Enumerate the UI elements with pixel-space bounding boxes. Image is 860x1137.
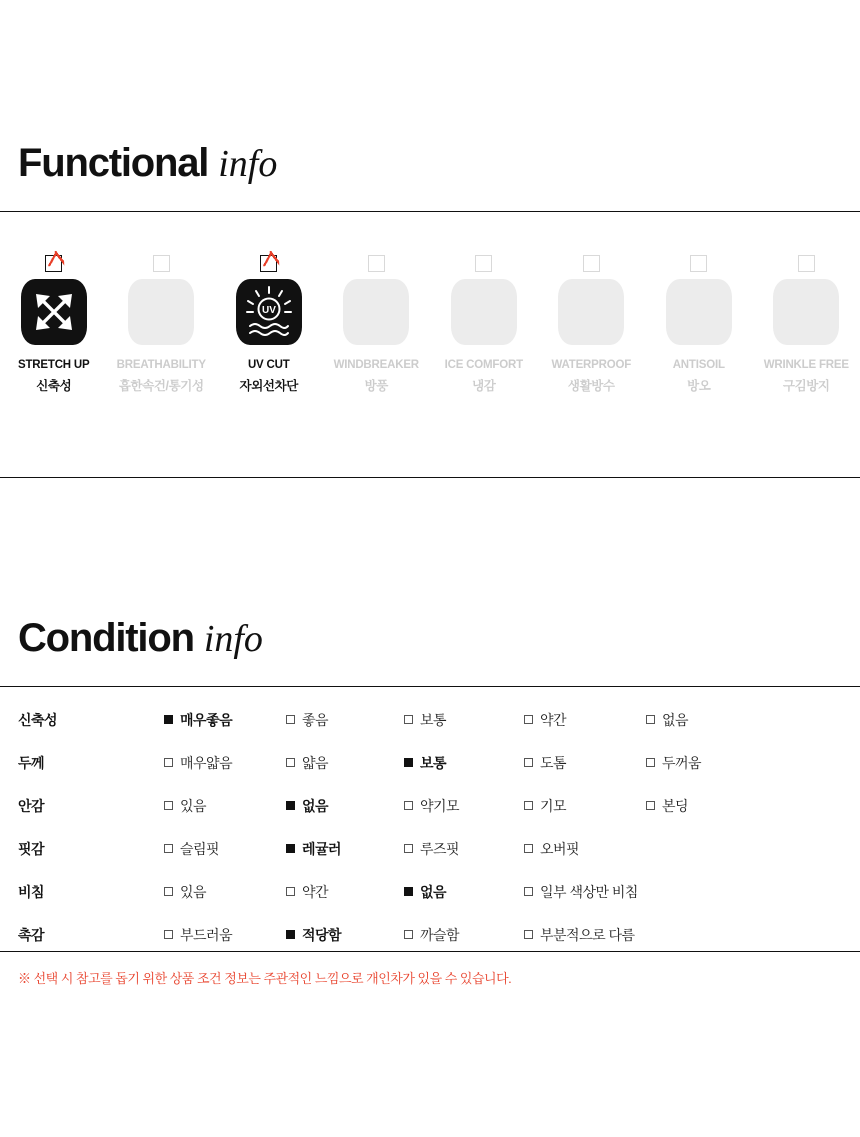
functional-title-bold: Functional bbox=[18, 141, 209, 185]
condition-option-label: 있음 bbox=[180, 883, 207, 900]
functional-label-ko: 자외선차단 bbox=[239, 379, 298, 393]
condition-option[interactable] bbox=[164, 796, 286, 816]
condition-row-transparency bbox=[0, 870, 860, 913]
condition-option-label: 도톰 bbox=[540, 754, 567, 771]
radio-unselected-icon bbox=[286, 758, 295, 767]
condition-option[interactable] bbox=[286, 710, 404, 730]
radio-selected-icon bbox=[404, 758, 413, 767]
radio-unselected-icon bbox=[524, 844, 533, 853]
condition-section-title bbox=[18, 618, 263, 658]
radio-unselected-icon bbox=[164, 887, 173, 896]
radio-unselected-icon bbox=[404, 930, 413, 939]
condition-option-label: 부드러움 bbox=[180, 926, 233, 943]
condition-option-label: 루즈핏 bbox=[420, 840, 460, 857]
radio-unselected-icon bbox=[524, 887, 533, 896]
radio-unselected-icon bbox=[164, 758, 173, 767]
condition-option-label: 매우얇음 bbox=[180, 754, 233, 771]
checkbox-unchecked-icon[interactable] bbox=[475, 255, 492, 272]
functional-item-windbreaker[interactable] bbox=[323, 255, 431, 394]
functional-label-ko: 방오 bbox=[687, 379, 711, 393]
condition-option[interactable] bbox=[404, 753, 524, 773]
checkbox-unchecked-icon[interactable] bbox=[153, 255, 170, 272]
condition-row-thickness bbox=[0, 741, 860, 784]
functional-icon-row bbox=[0, 255, 860, 394]
condition-table bbox=[0, 698, 860, 956]
condition-option[interactable] bbox=[524, 882, 646, 902]
condition-option-label: 본딩 bbox=[662, 797, 689, 814]
condition-option-label: 보통 bbox=[420, 754, 447, 771]
condition-option[interactable] bbox=[404, 839, 524, 859]
functional-item-antisoil[interactable] bbox=[645, 255, 753, 394]
condition-option-label: 약간 bbox=[302, 883, 329, 900]
condition-option-label: 없음 bbox=[662, 711, 689, 728]
functional-label-ko: 구김방지 bbox=[782, 379, 830, 393]
functional-label-en: ICE COMFORT bbox=[444, 359, 523, 371]
condition-title-script: info bbox=[203, 618, 263, 660]
condition-option-label: 보통 bbox=[420, 711, 447, 728]
condition-option[interactable] bbox=[646, 796, 776, 816]
checkbox-checked-icon[interactable] bbox=[260, 255, 277, 272]
checkbox-unchecked-icon[interactable] bbox=[798, 255, 815, 272]
antisoil-icon bbox=[666, 279, 732, 345]
functional-label-ko: 흡한속건/통기성 bbox=[118, 379, 204, 393]
functional-label-en: STRETCH UP bbox=[18, 359, 90, 371]
radio-unselected-icon bbox=[524, 758, 533, 767]
condition-option[interactable] bbox=[286, 753, 404, 773]
condition-option-label: 약간 bbox=[540, 711, 567, 728]
stretch-arrows-icon bbox=[21, 279, 87, 345]
radio-unselected-icon bbox=[646, 758, 655, 767]
radio-unselected-icon bbox=[164, 930, 173, 939]
condition-option[interactable] bbox=[404, 710, 524, 730]
condition-option[interactable] bbox=[524, 710, 646, 730]
svg-text:UV: UV bbox=[261, 305, 276, 316]
condition-row-label: 신축성 bbox=[18, 711, 58, 728]
condition-option[interactable] bbox=[646, 710, 776, 730]
checkbox-unchecked-icon[interactable] bbox=[583, 255, 600, 272]
condition-option-label: 있음 bbox=[180, 797, 207, 814]
condition-option-label: 까슬함 bbox=[420, 926, 460, 943]
breathability-icon bbox=[128, 279, 194, 345]
condition-row-label: 촉감 bbox=[18, 926, 45, 943]
functional-item-stretch-up[interactable] bbox=[0, 255, 108, 394]
radio-selected-icon bbox=[286, 930, 295, 939]
condition-row-label: 두께 bbox=[18, 754, 45, 771]
functional-label-ko: 방풍 bbox=[364, 379, 388, 393]
condition-option-label: 두꺼움 bbox=[662, 754, 702, 771]
checkbox-unchecked-icon[interactable] bbox=[690, 255, 707, 272]
functional-label-en: BREATHABILITY bbox=[116, 359, 206, 371]
radio-selected-icon bbox=[286, 844, 295, 853]
radio-unselected-icon bbox=[646, 801, 655, 810]
condition-option-label: 일부 색상만 비침 bbox=[540, 883, 638, 900]
radio-unselected-icon bbox=[164, 844, 173, 853]
condition-option[interactable] bbox=[524, 796, 646, 816]
radio-selected-icon bbox=[164, 715, 173, 724]
divider-functional-bottom bbox=[0, 477, 860, 478]
radio-selected-icon bbox=[286, 801, 295, 810]
functional-item-waterproof[interactable] bbox=[538, 255, 646, 394]
condition-option-label: 약기모 bbox=[420, 797, 460, 814]
waterdrop-icon bbox=[558, 279, 624, 345]
radio-unselected-icon bbox=[524, 715, 533, 724]
functional-section-title bbox=[18, 143, 277, 183]
radio-unselected-icon bbox=[646, 715, 655, 724]
divider-condition-top bbox=[0, 686, 860, 687]
condition-title-bold: Condition bbox=[18, 616, 194, 660]
condition-option[interactable] bbox=[164, 839, 286, 859]
condition-option-label: 기모 bbox=[540, 797, 567, 814]
condition-option[interactable] bbox=[286, 925, 404, 945]
condition-row-texture bbox=[0, 913, 860, 956]
condition-option[interactable] bbox=[164, 753, 286, 773]
functional-label-ko: 신축성 bbox=[36, 379, 72, 393]
condition-option[interactable] bbox=[524, 753, 646, 773]
condition-option-label: 적당함 bbox=[302, 926, 342, 943]
condition-option-label: 오버핏 bbox=[540, 840, 580, 857]
radio-unselected-icon bbox=[404, 801, 413, 810]
radio-unselected-icon bbox=[404, 715, 413, 724]
uv-sun-icon bbox=[236, 279, 302, 345]
radio-unselected-icon bbox=[286, 715, 295, 724]
radio-unselected-icon bbox=[164, 801, 173, 810]
functional-item-wrinkle-free[interactable] bbox=[753, 255, 860, 394]
condition-row-label: 안감 bbox=[18, 797, 45, 814]
condition-option[interactable] bbox=[404, 796, 524, 816]
radio-selected-icon bbox=[404, 887, 413, 896]
functional-label-en: ANTISOIL bbox=[672, 359, 725, 371]
condition-option[interactable] bbox=[286, 839, 404, 859]
condition-option[interactable] bbox=[164, 925, 286, 945]
condition-option-label: 얇음 bbox=[302, 754, 329, 771]
functional-item-ice-comfort[interactable] bbox=[430, 255, 538, 394]
functional-label-en: WRINKLE FREE bbox=[763, 359, 849, 371]
condition-note: ※ 선택 시 참고를 돕기 위한 상품 조건 정보는 주관적인 느낌으로 개인차가 있을 수 있습니다. bbox=[18, 971, 512, 986]
radio-unselected-icon bbox=[524, 930, 533, 939]
condition-option-label: 슬림핏 bbox=[180, 840, 220, 857]
functional-label-en: WATERPROOF bbox=[551, 359, 632, 371]
condition-option[interactable] bbox=[524, 839, 646, 859]
functional-item-uv-cut[interactable] bbox=[215, 255, 323, 394]
condition-option[interactable] bbox=[164, 882, 286, 902]
condition-row-label: 핏감 bbox=[18, 840, 45, 857]
radio-unselected-icon bbox=[286, 887, 295, 896]
condition-option[interactable] bbox=[164, 710, 286, 730]
condition-option-label: 레귤러 bbox=[302, 840, 342, 857]
condition-option[interactable] bbox=[404, 925, 524, 945]
condition-option[interactable] bbox=[286, 796, 404, 816]
condition-option[interactable] bbox=[524, 925, 646, 945]
condition-option-label: 부분적으로 다름 bbox=[540, 926, 635, 943]
condition-option-label: 없음 bbox=[302, 797, 329, 814]
condition-option[interactable] bbox=[286, 882, 404, 902]
radio-unselected-icon bbox=[404, 844, 413, 853]
functional-label-ko: 냉감 bbox=[472, 379, 496, 393]
checkbox-checked-icon[interactable] bbox=[45, 255, 62, 272]
condition-row-label: 비침 bbox=[18, 883, 45, 900]
functional-label-en: WINDBREAKER bbox=[333, 359, 419, 371]
ice-icon bbox=[451, 279, 517, 345]
condition-option[interactable] bbox=[404, 882, 524, 902]
condition-option-label: 매우좋음 bbox=[180, 711, 233, 728]
condition-row-lining bbox=[0, 784, 860, 827]
checkbox-unchecked-icon[interactable] bbox=[368, 255, 385, 272]
condition-option[interactable] bbox=[646, 753, 776, 773]
wrinkle-free-icon bbox=[773, 279, 839, 345]
divider-functional-top bbox=[0, 211, 860, 212]
wind-icon bbox=[343, 279, 409, 345]
condition-row-stretch bbox=[0, 698, 860, 741]
functional-item-breathability[interactable] bbox=[108, 255, 216, 394]
functional-label-ko: 생활방수 bbox=[567, 379, 615, 393]
condition-option-label: 없음 bbox=[420, 883, 447, 900]
functional-label-en: UV CUT bbox=[247, 359, 290, 371]
condition-row-fit bbox=[0, 827, 860, 870]
radio-unselected-icon bbox=[524, 801, 533, 810]
functional-title-script: info bbox=[218, 143, 278, 185]
condition-option-label: 좋음 bbox=[302, 711, 329, 728]
